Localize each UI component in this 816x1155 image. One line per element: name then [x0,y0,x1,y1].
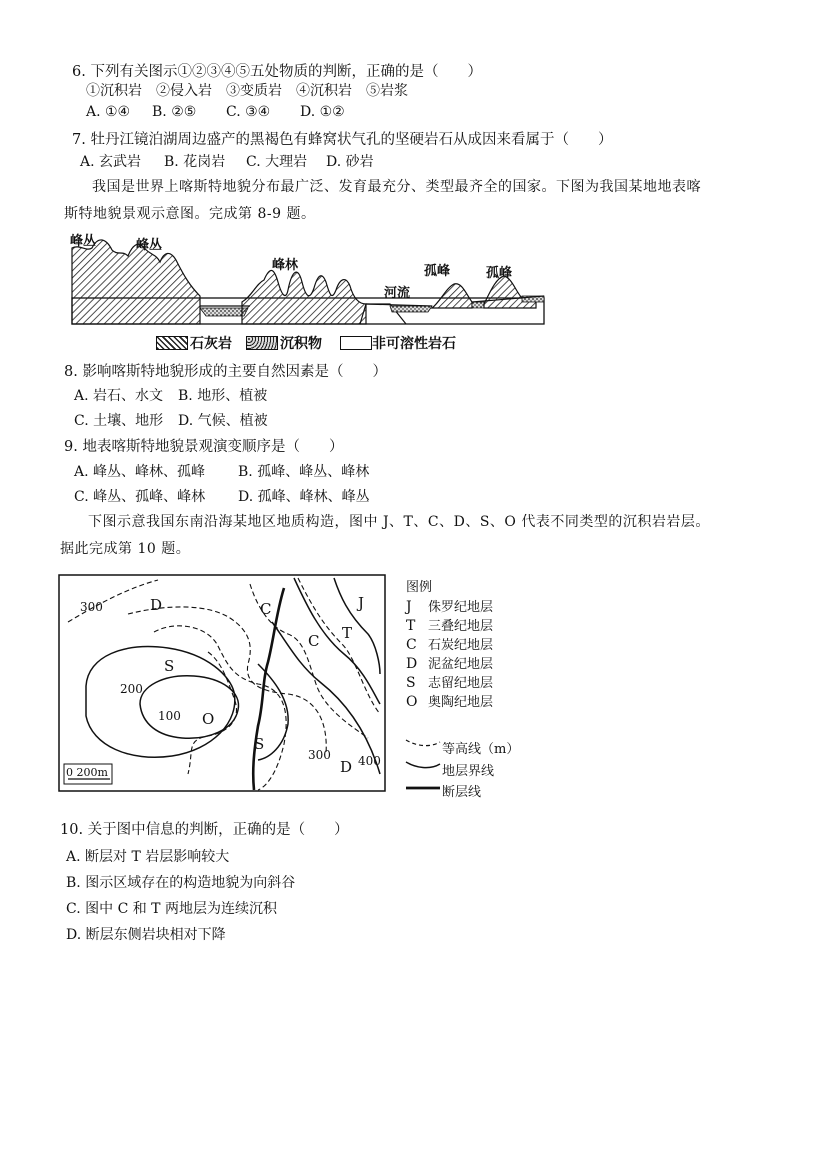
legend-code-o: O [406,694,418,710]
q6-option-a: A. ①④ [86,104,131,120]
legend-limestone-swatch [156,336,188,350]
contour-200: 200 [120,682,143,696]
stratum-d-north: D [150,596,163,614]
legend-code-s: S [406,675,416,691]
legend-insoluble-swatch [340,336,372,350]
label-river: 河流 [384,286,411,301]
q7-stem: 7. 牡丹江镜泊湖周边盛产的黑褐色有蜂窝状气孔的坚硬岩石从成因来看属于（ ） [72,132,613,148]
q6-option-c: C. ③④ [226,104,271,120]
q6-items: ①沉积岩 ②侵入岩 ③变质岩 ④沉积岩 ⑤岩浆 [86,83,408,99]
sediment-middle [390,306,432,312]
map-line-legend [404,736,444,798]
q10-option-d: D. 断层东侧岩块相对下降 [66,927,226,943]
q8-option-b: B. 地形、植被 [178,388,268,404]
intro-10-line1: 下图示意我国东南沿海某地区地质构造，图中 J、T、C、D、S、O 代表不同类型的沉积岩岩层。 [88,514,710,530]
sediment-right [472,302,484,308]
legend-code-d: D [406,656,418,672]
legend-name-o: 奥陶纪地层 [428,695,494,710]
stratum-j: J [358,594,365,612]
legend-sediment-swatch [246,336,278,350]
q9-option-a: A. 峰丛、峰林、孤峰 [74,464,206,480]
stratum-s-east: S [254,735,265,753]
legend-limestone-label: 石灰岩 [190,336,232,352]
legend-contour-symbol [406,740,440,746]
legend-code-j: J [406,599,412,615]
legend-name-s: 志留纪地层 [428,676,494,691]
legend-boundary-symbol [406,762,440,768]
q7-option-a: A. 玄武岩 [80,154,142,170]
q10-option-a: A. 断层对 T 岩层影响较大 [66,849,230,865]
sediment-left [200,308,248,316]
legend-fault-label: 断层线 [442,785,482,800]
q7-option-b: B. 花岗岩 [164,154,226,170]
legend-name-t: 三叠纪地层 [428,619,494,634]
q10-stem: 10. 关于图中信息的判断，正确的是（ ） [60,822,349,838]
intro-8-9-line1: 我国是世界上喀斯特地貌分布最广泛、发育最充分、类型最齐全的国家。下图为我国某地地表喀 [92,179,701,195]
stratum-d-south: D [340,758,353,776]
legend-boundary-label: 地层界线 [442,764,495,779]
intro-10-line2: 据此完成第 10 题。 [60,541,191,557]
q8-option-a: A. 岩石、水文 [74,388,164,404]
q7-option-d: D. 砂岩 [326,154,374,170]
legend-code-c: C [406,637,417,653]
peak-forest-limestone [242,270,366,324]
map-legend-strata [406,596,493,710]
label-peak-forest: 峰林 [272,258,299,273]
legend-name-d: 泥盆纪地层 [428,657,494,672]
stratum-o: O [202,710,215,728]
legend-name-c: 石炭纪地层 [428,638,494,653]
q6-option-b: B. ②⑤ [152,104,197,120]
geologic-map [58,574,388,794]
label-peak-cluster-1: 峰丛 [70,234,97,249]
q8-option-d: D. 气候、植被 [178,413,268,429]
stratum-c-north: C [260,600,272,618]
q9-option-b: B. 孤峰、峰丛、峰林 [238,464,370,480]
label-peak-cluster-2: 峰丛 [136,238,163,253]
q9-stem: 9. 地表喀斯特地貌景观演变顺序是（ ） [64,439,344,455]
map-legend-title: 图例 [406,580,433,595]
legend-code-t: T [406,618,416,634]
contour-300-nw: 300 [80,600,103,614]
q10-option-c: C. 图中 C 和 T 两地层为连续沉积 [66,901,277,917]
q10-option-b: B. 图示区域存在的构造地貌为向斜谷 [66,875,296,891]
q9-option-c: C. 峰丛、孤峰、峰林 [74,489,206,505]
stratum-c-east: C [308,632,320,650]
stratum-t: T [342,624,353,642]
contour-400: 400 [358,754,381,768]
q9-option-d: D. 孤峰、峰林、峰丛 [238,489,370,505]
q6-option-d: D. ①② [300,104,345,120]
legend-sediment-label: 沉积物 [280,336,322,352]
scale-label: 0 200m [66,766,108,779]
q8-option-c: C. 土壤、地形 [74,413,164,429]
q6-stem: 6. 下列有关图示①②③④⑤五处物质的判断，正确的是（ ） [72,64,482,80]
q7-option-c: C. 大理岩 [246,154,308,170]
legend-name-j: 侏罗纪地层 [428,600,494,615]
contour-100: 100 [158,709,181,723]
stratum-s-west: S [164,657,175,675]
q8-stem: 8. 影响喀斯特地貌形成的主要自然因素是（ ） [64,364,387,380]
isolated-peak-1 [432,284,472,308]
legend-contour-label: 等高线（m） [442,742,520,757]
intro-8-9-line2: 斯特地貌景观示意图。完成第 8-9 题。 [64,206,316,222]
label-isolated-peak-2: 孤峰 [486,266,513,281]
contour-300-se: 300 [308,748,331,762]
legend-insoluble-label: 非可溶性岩石 [372,336,456,352]
label-isolated-peak-1: 孤峰 [424,264,451,279]
